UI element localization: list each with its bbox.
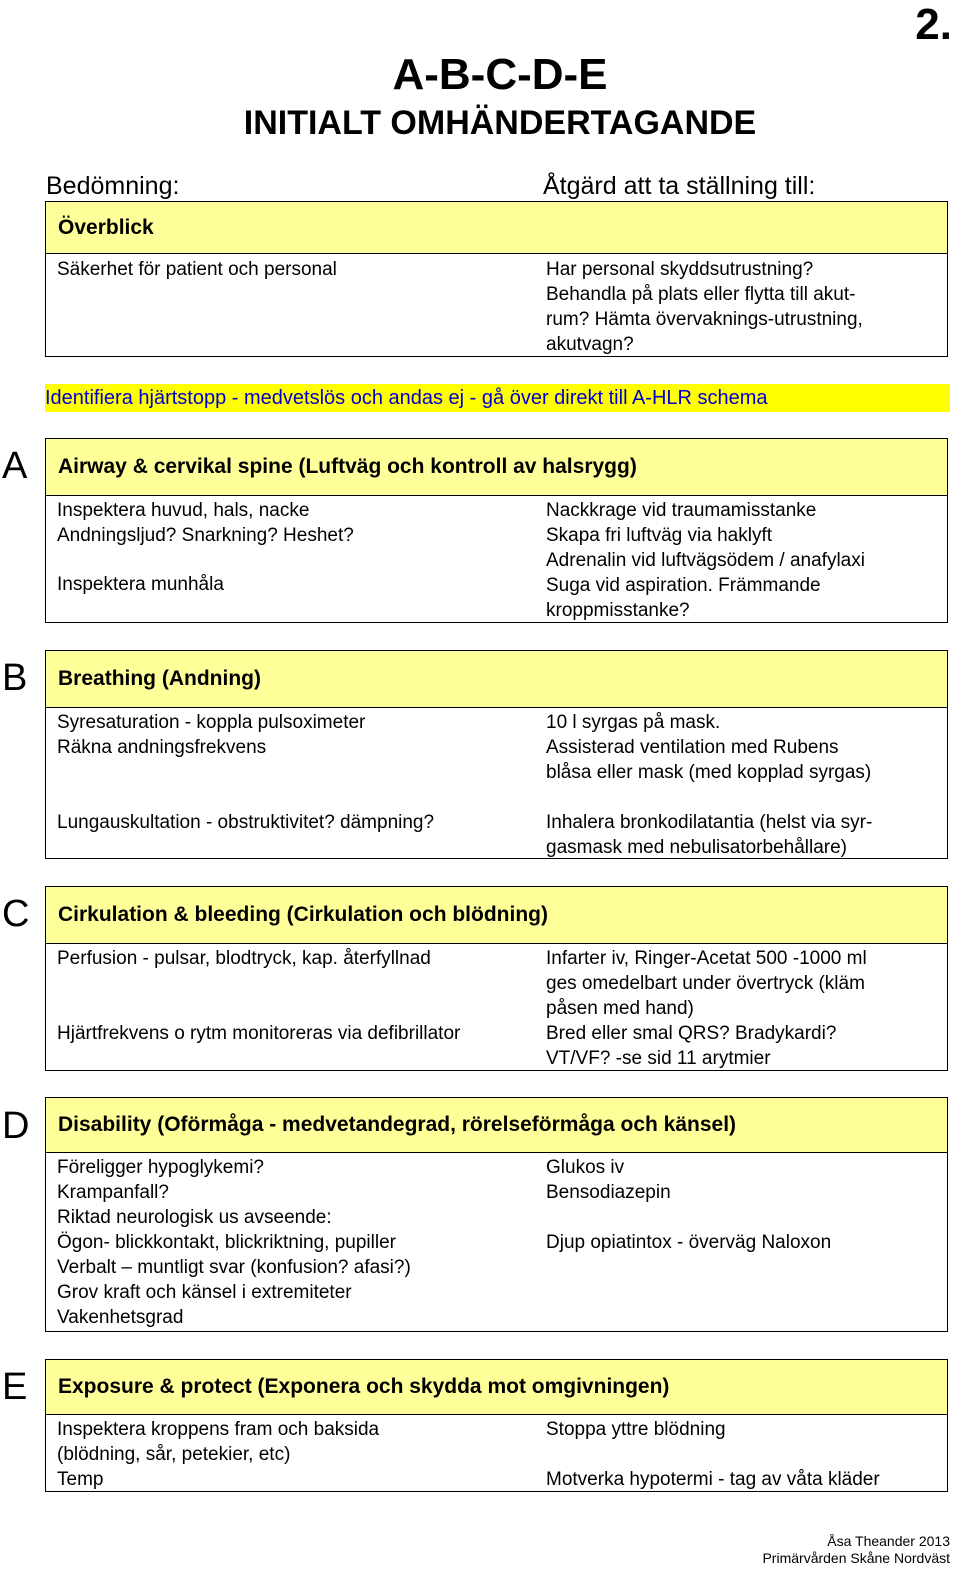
section-heading: Airway & cervikal spine (Luftväg och kontroll av halsrygg): [46, 439, 947, 496]
footer: [762, 1533, 950, 1567]
action-line: ges omedelbart under övertryck (kläm: [546, 973, 865, 994]
section-circulation: [45, 886, 948, 1071]
assessment-line: Temp: [57, 1469, 104, 1490]
assessment-line: Inspektera kroppens fram och baksida: [57, 1419, 380, 1440]
overview-right-line: akutvagn?: [546, 334, 634, 355]
action-line: VT/VF? -se sid 11 arytmier: [546, 1048, 771, 1069]
action-line: Suga vid aspiration. Främmande: [546, 575, 821, 596]
action-line: Inhalera bronkodilatantia (helst via syr-: [546, 812, 873, 833]
assessment-line: Krampanfall?: [57, 1182, 169, 1203]
action-line: blåsa eller mask (med kopplad syrgas): [546, 762, 872, 783]
section-exposure: [45, 1359, 948, 1492]
assessment-line: Verbalt – muntligt svar (konfusion? afasi?): [57, 1257, 411, 1278]
section-airway: [45, 438, 948, 623]
action-line: Bred eller smal QRS? Bradykardi?: [546, 1023, 837, 1044]
assessment-line: (blödning, sår, petekier, etc): [57, 1444, 291, 1465]
overview-right-line: Behandla på plats eller flytta till akut-: [546, 284, 856, 305]
action-line: påsen med hand): [546, 998, 694, 1019]
footer-author: Åsa Theander 2013: [827, 1533, 950, 1549]
section-letter-e: E: [2, 1366, 28, 1408]
assessment-line: Räkna andningsfrekvens: [57, 737, 267, 758]
assessment-line: Vakenhetsgrad: [57, 1307, 184, 1328]
overview-right-line: Har personal skyddsutrustning?: [546, 259, 814, 280]
assessment-line: Grov kraft och känsel i extremiteter: [57, 1282, 352, 1303]
assessment-line: Inspektera munhåla: [57, 574, 224, 595]
assessment-line: Ögon- blickkontakt, blickriktning, pupiller: [57, 1232, 396, 1253]
action-line: gasmask med nebulisatorbehållare): [546, 837, 847, 858]
action-line: Adrenalin vid luftvägsödem / anafylaxi: [546, 550, 865, 571]
assessment-column-header: Bedömning:: [46, 172, 180, 200]
action-line: Assisterad ventilation med Rubens: [546, 737, 839, 758]
assessment-line: Föreligger hypoglykemi?: [57, 1157, 264, 1178]
section-letter-b: B: [2, 657, 28, 699]
cardiac-arrest-alert: Identifiera hjärtstopp - medvetslös och andas ej - gå över direkt till A-HLR schema: [45, 384, 950, 412]
action-line: Nackkrage vid traumamisstanke: [546, 500, 817, 521]
section-breathing: [45, 650, 948, 859]
action-line: kroppmisstanke?: [546, 600, 690, 621]
section-letter-a: A: [2, 445, 28, 487]
assessment-line: Inspektera huvud, hals, nacke: [57, 500, 310, 521]
overview-left-line: Säkerhet för patient och personal: [57, 259, 337, 280]
action-line: Stoppa yttre blödning: [546, 1419, 726, 1440]
assessment-line: Perfusion - pulsar, blodtryck, kap. återfyllnad: [57, 948, 431, 969]
action-line: Bensodiazepin: [546, 1182, 671, 1203]
overview-section: [45, 201, 948, 357]
footer-organization: Primärvården Skåne Nordväst: [762, 1550, 950, 1566]
page-title: A-B-C-D-E: [392, 50, 608, 99]
action-column-header: Åtgärd att ta ställning till:: [543, 172, 816, 200]
assessment-line: Hjärtfrekvens o rytm monitoreras via defibrillator: [57, 1023, 461, 1044]
overview-right-line: rum? Hämta övervaknings-utrustning,: [546, 309, 863, 330]
assessment-line: Syresaturation - koppla pulsoximeter: [57, 712, 366, 733]
action-line: Skapa fri luftväg via haklyft: [546, 525, 772, 546]
action-line: 10 l syrgas på mask.: [546, 712, 721, 733]
section-heading: Cirkulation & bleeding (Cirkulation och blödning): [46, 887, 947, 944]
action-line: Motverka hypotermi - tag av våta kläder: [546, 1469, 880, 1490]
section-heading: Breathing (Andning): [46, 651, 947, 708]
page-subtitle: INITIALT OMHÄNDERTAGANDE: [243, 104, 757, 142]
section-letter-d: D: [2, 1105, 30, 1147]
section-disability: [45, 1097, 948, 1332]
section-heading: Exposure & protect (Exponera och skydda mot omgivningen): [46, 1360, 947, 1415]
action-line: Infarter iv, Ringer-Acetat 500 -1000 ml: [546, 948, 867, 969]
section-letter-c: C: [2, 893, 30, 935]
overview-heading: Överblick: [46, 202, 947, 254]
assessment-line: Lungauskultation - obstruktivitet? dämpning?: [57, 812, 435, 833]
action-line: Glukos iv: [546, 1157, 625, 1178]
assessment-line: Riktad neurologisk us avseende:: [57, 1207, 332, 1228]
action-line: Djup opiatintox - överväg Naloxon: [546, 1232, 832, 1253]
assessment-line: Andningsljud? Snarkning? Heshet?: [57, 525, 354, 546]
page-number: 2.: [915, 0, 952, 49]
section-heading: Disability (Oförmåga - medvetandegrad, rörelseförmåga och känsel): [46, 1098, 947, 1153]
